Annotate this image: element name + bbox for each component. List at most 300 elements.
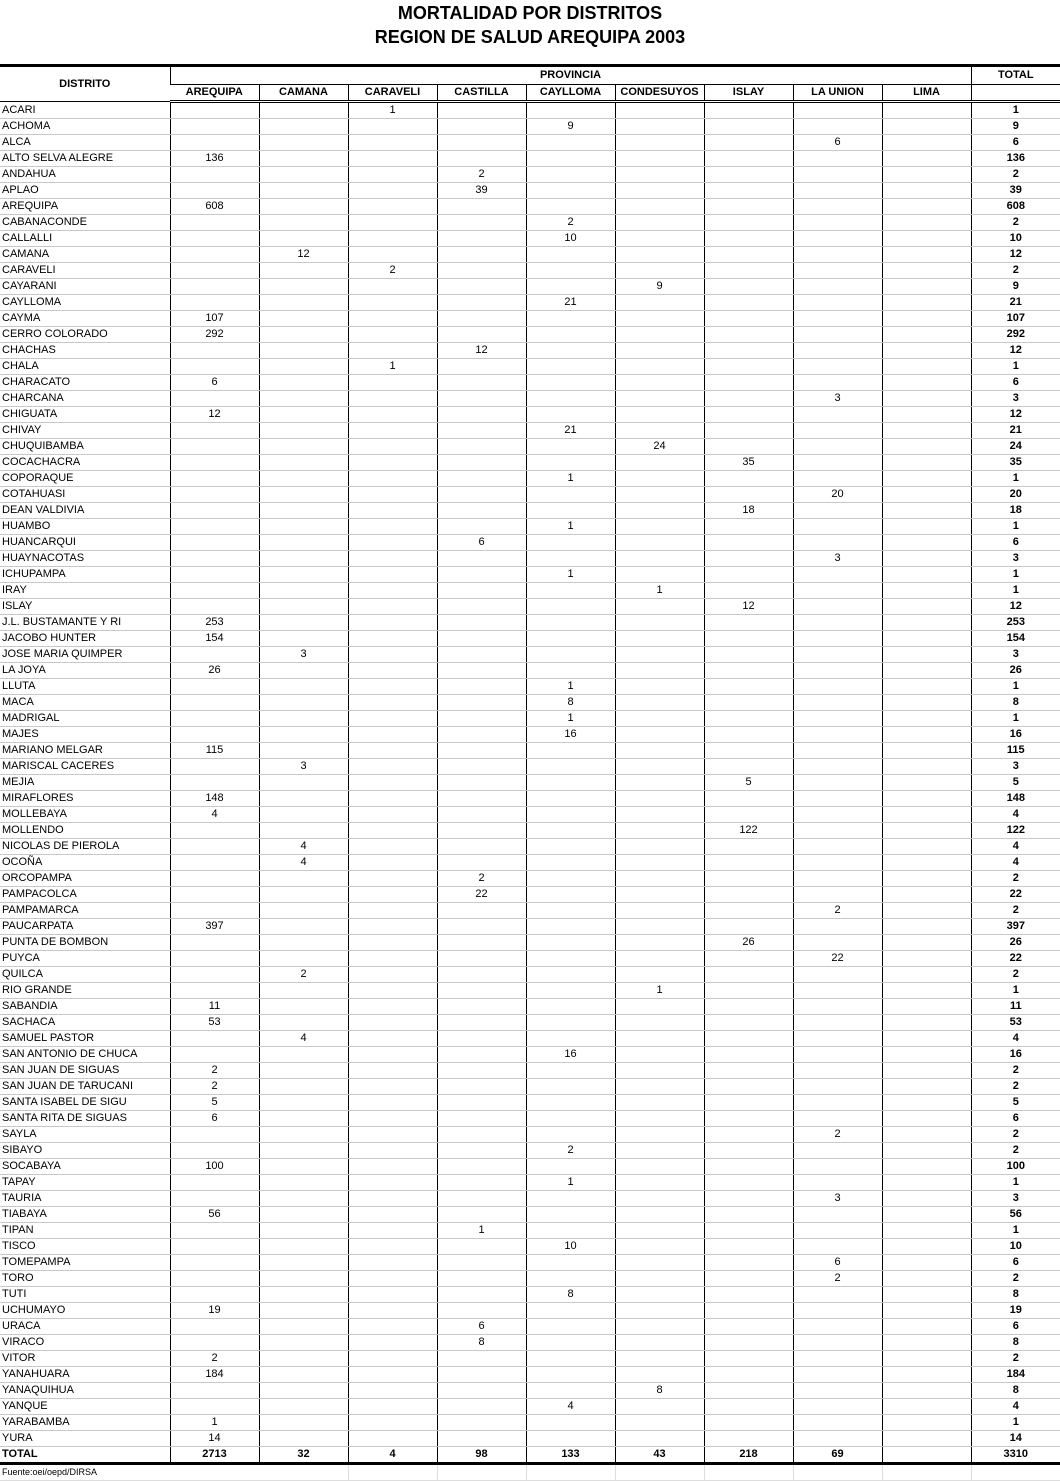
distrito-name: MARISCAL CACERES xyxy=(0,759,170,775)
cell-islay xyxy=(704,1111,793,1127)
row-total: 608 xyxy=(971,199,1060,215)
cell-lima xyxy=(882,1095,971,1111)
cell-castilla xyxy=(437,279,526,295)
table-row xyxy=(0,183,1060,199)
cell-lima xyxy=(882,647,971,663)
distrito-name: SIBAYO xyxy=(0,1143,170,1159)
distrito-name: MACA xyxy=(0,695,170,711)
cell-camana xyxy=(259,1431,348,1447)
distrito-name: SAN ANTONIO DE CHUCA xyxy=(0,1047,170,1063)
cell-caylloma xyxy=(526,135,615,151)
row-total: 2 xyxy=(971,1079,1060,1095)
table-row xyxy=(0,263,1060,279)
table-row xyxy=(0,999,1060,1015)
row-total: 122 xyxy=(971,823,1060,839)
cell-islay xyxy=(704,695,793,711)
cell-arequipa xyxy=(170,823,259,839)
cell-castilla xyxy=(437,151,526,167)
row-total: 1 xyxy=(971,583,1060,599)
cell-lima xyxy=(882,471,971,487)
total-cell: 218 xyxy=(704,1447,793,1464)
cell-caraveli xyxy=(348,567,437,583)
cell-condesuyos xyxy=(615,887,704,903)
total-cell: 2713 xyxy=(170,1447,259,1464)
cell-arequipa: 6 xyxy=(170,1111,259,1127)
table-row xyxy=(0,679,1060,695)
cell-condesuyos xyxy=(615,1319,704,1335)
cell-islay xyxy=(704,663,793,679)
table-row xyxy=(0,102,1060,119)
total-cell: 69 xyxy=(793,1447,882,1464)
cell-lima xyxy=(882,743,971,759)
distrito-name: HUANCARQUI xyxy=(0,535,170,551)
cell-camana xyxy=(259,1111,348,1127)
cell-caraveli xyxy=(348,599,437,615)
cell-islay xyxy=(704,999,793,1015)
cell-la-union xyxy=(793,1095,882,1111)
table-row xyxy=(0,135,1060,151)
cell-islay xyxy=(704,1223,793,1239)
cell-camana: 4 xyxy=(259,1031,348,1047)
cell-condesuyos xyxy=(615,343,704,359)
row-total: 3 xyxy=(971,759,1060,775)
cell-caylloma xyxy=(526,487,615,503)
cell-islay xyxy=(704,1367,793,1383)
cell-caraveli xyxy=(348,823,437,839)
cell-castilla xyxy=(437,551,526,567)
cell-caraveli xyxy=(348,1143,437,1159)
cell-caylloma xyxy=(526,199,615,215)
cell-camana xyxy=(259,199,348,215)
cell-la-union: 2 xyxy=(793,903,882,919)
cell-islay xyxy=(704,167,793,183)
distrito-name: SANTA ISABEL DE SIGU xyxy=(0,1095,170,1111)
cell-condesuyos xyxy=(615,615,704,631)
total-row xyxy=(0,1447,1060,1464)
cell-la-union xyxy=(793,1431,882,1447)
cell-caraveli xyxy=(348,679,437,695)
distrito-name: MAJES xyxy=(0,727,170,743)
table-row xyxy=(0,1255,1060,1271)
cell-castilla xyxy=(437,407,526,423)
cell-caraveli xyxy=(348,471,437,487)
cell-lima xyxy=(882,759,971,775)
cell-condesuyos: 8 xyxy=(615,1383,704,1399)
cell-islay xyxy=(704,551,793,567)
cell-condesuyos xyxy=(615,1239,704,1255)
cell-castilla: 1 xyxy=(437,1223,526,1239)
distrito-name: TUTI xyxy=(0,1287,170,1303)
cell-arequipa xyxy=(170,855,259,871)
cell-castilla: 22 xyxy=(437,887,526,903)
cell-caylloma xyxy=(526,247,615,263)
report-title: MORTALIDAD POR DISTRITOS xyxy=(397,3,663,23)
cell-camana xyxy=(259,375,348,391)
cell-lima xyxy=(882,903,971,919)
cell-castilla xyxy=(437,647,526,663)
cell-caraveli xyxy=(348,999,437,1015)
cell-la-union xyxy=(793,823,882,839)
cell-castilla xyxy=(437,1127,526,1143)
cell-camana xyxy=(259,1271,348,1287)
cell-lima xyxy=(882,695,971,711)
cell-camana xyxy=(259,567,348,583)
cell-caylloma xyxy=(526,359,615,375)
cell-caylloma xyxy=(526,903,615,919)
cell-arequipa: 184 xyxy=(170,1367,259,1383)
cell-condesuyos: 24 xyxy=(615,439,704,455)
row-total: 4 xyxy=(971,855,1060,871)
table-row xyxy=(0,455,1060,471)
cell-caylloma xyxy=(526,823,615,839)
row-total: 1 xyxy=(971,471,1060,487)
cell-castilla xyxy=(437,663,526,679)
cell-caraveli xyxy=(348,791,437,807)
distrito-name: JACOBO HUNTER xyxy=(0,631,170,647)
cell-caylloma: 1 xyxy=(526,519,615,535)
row-total: 39 xyxy=(971,183,1060,199)
cell-la-union: 3 xyxy=(793,1191,882,1207)
cell-caylloma xyxy=(526,759,615,775)
distrito-name: ALTO SELVA ALEGRE xyxy=(0,151,170,167)
row-total: 2 xyxy=(971,1351,1060,1367)
cell-caylloma xyxy=(526,1383,615,1399)
cell-lima xyxy=(882,679,971,695)
cell-islay xyxy=(704,151,793,167)
cell-caraveli xyxy=(348,759,437,775)
row-total: 154 xyxy=(971,631,1060,647)
row-total: 2 xyxy=(971,167,1060,183)
cell-caylloma xyxy=(526,1303,615,1319)
cell-islay xyxy=(704,102,793,119)
cell-condesuyos: 1 xyxy=(615,583,704,599)
cell-islay: 5 xyxy=(704,775,793,791)
cell-lima xyxy=(882,295,971,311)
distrito-name: PAUCARPATA xyxy=(0,919,170,935)
cell-castilla: 6 xyxy=(437,535,526,551)
cell-la-union xyxy=(793,279,882,295)
table-row xyxy=(0,743,1060,759)
cell-caraveli xyxy=(348,199,437,215)
cell-caraveli xyxy=(348,695,437,711)
cell-caraveli xyxy=(348,743,437,759)
cell-caylloma xyxy=(526,631,615,647)
distrito-name: APLAO xyxy=(0,183,170,199)
row-total: 1 xyxy=(971,711,1060,727)
cell-castilla xyxy=(437,1175,526,1191)
cell-condesuyos xyxy=(615,551,704,567)
cell-lima xyxy=(882,215,971,231)
cell-islay xyxy=(704,343,793,359)
distrito-name: CERRO COLORADO xyxy=(0,327,170,343)
cell-arequipa: 292 xyxy=(170,327,259,343)
cell-camana xyxy=(259,423,348,439)
cell-caylloma xyxy=(526,263,615,279)
cell-castilla xyxy=(437,679,526,695)
cell-arequipa: 2 xyxy=(170,1079,259,1095)
cell-arequipa xyxy=(170,1031,259,1047)
cell-castilla xyxy=(437,487,526,503)
cell-castilla xyxy=(437,1383,526,1399)
distrito-name: LA JOYA xyxy=(0,663,170,679)
cell-la-union xyxy=(793,1063,882,1079)
cell-la-union xyxy=(793,503,882,519)
cell-lima xyxy=(882,1351,971,1367)
cell-la-union xyxy=(793,967,882,983)
cell-condesuyos xyxy=(615,951,704,967)
cell-camana xyxy=(259,519,348,535)
row-total: 22 xyxy=(971,887,1060,903)
cell-caraveli xyxy=(348,855,437,871)
cell-condesuyos xyxy=(615,1207,704,1223)
cell-la-union xyxy=(793,567,882,583)
cell-condesuyos: 9 xyxy=(615,279,704,295)
cell-condesuyos xyxy=(615,663,704,679)
cell-condesuyos xyxy=(615,519,704,535)
distrito-name: CALLALLI xyxy=(0,231,170,247)
cell-castilla xyxy=(437,951,526,967)
row-total: 2 xyxy=(971,215,1060,231)
cell-camana: 12 xyxy=(259,247,348,263)
cell-islay xyxy=(704,1399,793,1415)
cell-caraveli xyxy=(348,279,437,295)
cell-arequipa xyxy=(170,1191,259,1207)
row-total: 11 xyxy=(971,999,1060,1015)
cell-arequipa: 14 xyxy=(170,1431,259,1447)
cell-castilla xyxy=(437,119,526,135)
table-row xyxy=(0,967,1060,983)
row-total: 3 xyxy=(971,391,1060,407)
table-row xyxy=(0,1015,1060,1031)
cell-camana xyxy=(259,1175,348,1191)
cell-condesuyos xyxy=(615,1175,704,1191)
row-total: 136 xyxy=(971,151,1060,167)
cell-arequipa xyxy=(170,343,259,359)
cell-arequipa: 253 xyxy=(170,615,259,631)
table-row xyxy=(0,759,1060,775)
mortality-table xyxy=(0,64,1060,1481)
table-row xyxy=(0,887,1060,903)
cell-la-union xyxy=(793,455,882,471)
cell-caylloma: 9 xyxy=(526,119,615,135)
cell-camana xyxy=(259,471,348,487)
cell-lima xyxy=(882,663,971,679)
cell-caraveli xyxy=(348,1159,437,1175)
cell-caylloma xyxy=(526,1207,615,1223)
cell-caraveli xyxy=(348,487,437,503)
row-total: 53 xyxy=(971,1015,1060,1031)
cell-caylloma xyxy=(526,1223,615,1239)
cell-caraveli: 1 xyxy=(348,359,437,375)
cell-lima xyxy=(882,247,971,263)
cell-lima xyxy=(882,391,971,407)
table-row xyxy=(0,791,1060,807)
row-total: 9 xyxy=(971,279,1060,295)
cell-islay xyxy=(704,631,793,647)
table-row xyxy=(0,247,1060,263)
header-provincia: PROVINCIA xyxy=(170,66,971,85)
cell-arequipa xyxy=(170,775,259,791)
cell-islay xyxy=(704,567,793,583)
cell-caylloma xyxy=(526,1111,615,1127)
cell-islay xyxy=(704,359,793,375)
distrito-name: TAPAY xyxy=(0,1175,170,1191)
cell-la-union xyxy=(793,519,882,535)
cell-arequipa xyxy=(170,231,259,247)
cell-condesuyos xyxy=(615,1143,704,1159)
cell-condesuyos xyxy=(615,1367,704,1383)
row-total: 26 xyxy=(971,935,1060,951)
cell-caylloma xyxy=(526,391,615,407)
cell-camana xyxy=(259,343,348,359)
row-total: 8 xyxy=(971,695,1060,711)
cell-camana xyxy=(259,887,348,903)
cell-islay xyxy=(704,647,793,663)
cell-arequipa xyxy=(170,295,259,311)
distrito-name: YANAHUARA xyxy=(0,1367,170,1383)
cell-islay xyxy=(704,311,793,327)
cell-la-union xyxy=(793,1111,882,1127)
cell-camana xyxy=(259,1303,348,1319)
row-total: 2 xyxy=(971,1271,1060,1287)
cell-lima xyxy=(882,1239,971,1255)
cell-lima xyxy=(882,855,971,871)
cell-arequipa: 56 xyxy=(170,1207,259,1223)
cell-islay xyxy=(704,423,793,439)
table-row xyxy=(0,551,1060,567)
cell-caylloma xyxy=(526,535,615,551)
table-row xyxy=(0,711,1060,727)
table-row xyxy=(0,1431,1060,1447)
cell-camana xyxy=(259,1223,348,1239)
table-row xyxy=(0,1303,1060,1319)
table-row xyxy=(0,599,1060,615)
cell-condesuyos xyxy=(615,263,704,279)
cell-condesuyos xyxy=(615,903,704,919)
cell-condesuyos xyxy=(615,359,704,375)
cell-islay xyxy=(704,1239,793,1255)
cell-condesuyos xyxy=(615,711,704,727)
table-row xyxy=(0,919,1060,935)
footer-row xyxy=(0,1464,1060,1481)
cell-la-union: 2 xyxy=(793,1127,882,1143)
cell-arequipa xyxy=(170,183,259,199)
cell-lima xyxy=(882,199,971,215)
cell-lima xyxy=(882,807,971,823)
empty-cell xyxy=(437,1464,526,1481)
row-total: 184 xyxy=(971,1367,1060,1383)
distrito-name: CAMANA xyxy=(0,247,170,263)
cell-caraveli xyxy=(348,167,437,183)
cell-castilla xyxy=(437,855,526,871)
cell-caylloma xyxy=(526,1159,615,1175)
cell-islay xyxy=(704,1255,793,1271)
cell-lima xyxy=(882,1031,971,1047)
cell-camana xyxy=(259,1095,348,1111)
cell-camana xyxy=(259,455,348,471)
distrito-name: CHACHAS xyxy=(0,343,170,359)
cell-caylloma xyxy=(526,1015,615,1031)
cell-arequipa: 1 xyxy=(170,1415,259,1431)
cell-camana xyxy=(259,407,348,423)
cell-caylloma: 1 xyxy=(526,1175,615,1191)
cell-camana xyxy=(259,359,348,375)
cell-castilla xyxy=(437,439,526,455)
cell-la-union xyxy=(793,167,882,183)
cell-caylloma: 21 xyxy=(526,423,615,439)
distrito-name: CHARACATO xyxy=(0,375,170,391)
header-provincia-caylloma: CAYLLOMA xyxy=(526,85,615,102)
table-row xyxy=(0,935,1060,951)
cell-caylloma xyxy=(526,1351,615,1367)
cell-castilla xyxy=(437,1287,526,1303)
table-row xyxy=(0,1143,1060,1159)
cell-la-union xyxy=(793,247,882,263)
cell-islay xyxy=(704,231,793,247)
header-distrito: DISTRITO xyxy=(0,66,170,102)
cell-la-union xyxy=(793,1351,882,1367)
row-total: 20 xyxy=(971,487,1060,503)
cell-la-union xyxy=(793,215,882,231)
row-total: 22 xyxy=(971,951,1060,967)
cell-la-union xyxy=(793,807,882,823)
row-total: 6 xyxy=(971,1111,1060,1127)
cell-la-union xyxy=(793,423,882,439)
distrito-name: YARABAMBA xyxy=(0,1415,170,1431)
cell-caraveli xyxy=(348,663,437,679)
table-row xyxy=(0,1383,1060,1399)
cell-caraveli xyxy=(348,1111,437,1127)
distrito-name: PUNTA DE BOMBON xyxy=(0,935,170,951)
table-row xyxy=(0,1367,1060,1383)
cell-camana xyxy=(259,1207,348,1223)
table-body xyxy=(0,102,1060,1481)
row-total: 6 xyxy=(971,1255,1060,1271)
cell-condesuyos xyxy=(615,119,704,135)
cell-arequipa xyxy=(170,487,259,503)
cell-lima xyxy=(882,1191,971,1207)
report-subtitle: REGION DE SALUD AREQUIPA 2003 xyxy=(374,27,686,47)
cell-castilla xyxy=(437,1367,526,1383)
cell-condesuyos xyxy=(615,135,704,151)
cell-camana xyxy=(259,1399,348,1415)
cell-arequipa xyxy=(170,1127,259,1143)
cell-camana xyxy=(259,951,348,967)
cell-camana xyxy=(259,1015,348,1031)
row-total: 1 xyxy=(971,102,1060,119)
cell-islay xyxy=(704,887,793,903)
cell-lima xyxy=(882,167,971,183)
cell-lima xyxy=(882,1047,971,1063)
cell-caylloma xyxy=(526,455,615,471)
row-total: 148 xyxy=(971,791,1060,807)
table-row xyxy=(0,1335,1060,1351)
cell-caylloma xyxy=(526,1063,615,1079)
cell-arequipa xyxy=(170,567,259,583)
cell-lima xyxy=(882,343,971,359)
cell-condesuyos xyxy=(615,423,704,439)
cell-caraveli xyxy=(348,183,437,199)
cell-castilla xyxy=(437,359,526,375)
cell-la-union xyxy=(793,295,882,311)
cell-caylloma xyxy=(526,102,615,119)
cell-la-union xyxy=(793,1367,882,1383)
cell-lima xyxy=(882,519,971,535)
cell-camana xyxy=(259,1079,348,1095)
cell-arequipa: 2 xyxy=(170,1351,259,1367)
cell-castilla: 12 xyxy=(437,343,526,359)
cell-islay xyxy=(704,759,793,775)
